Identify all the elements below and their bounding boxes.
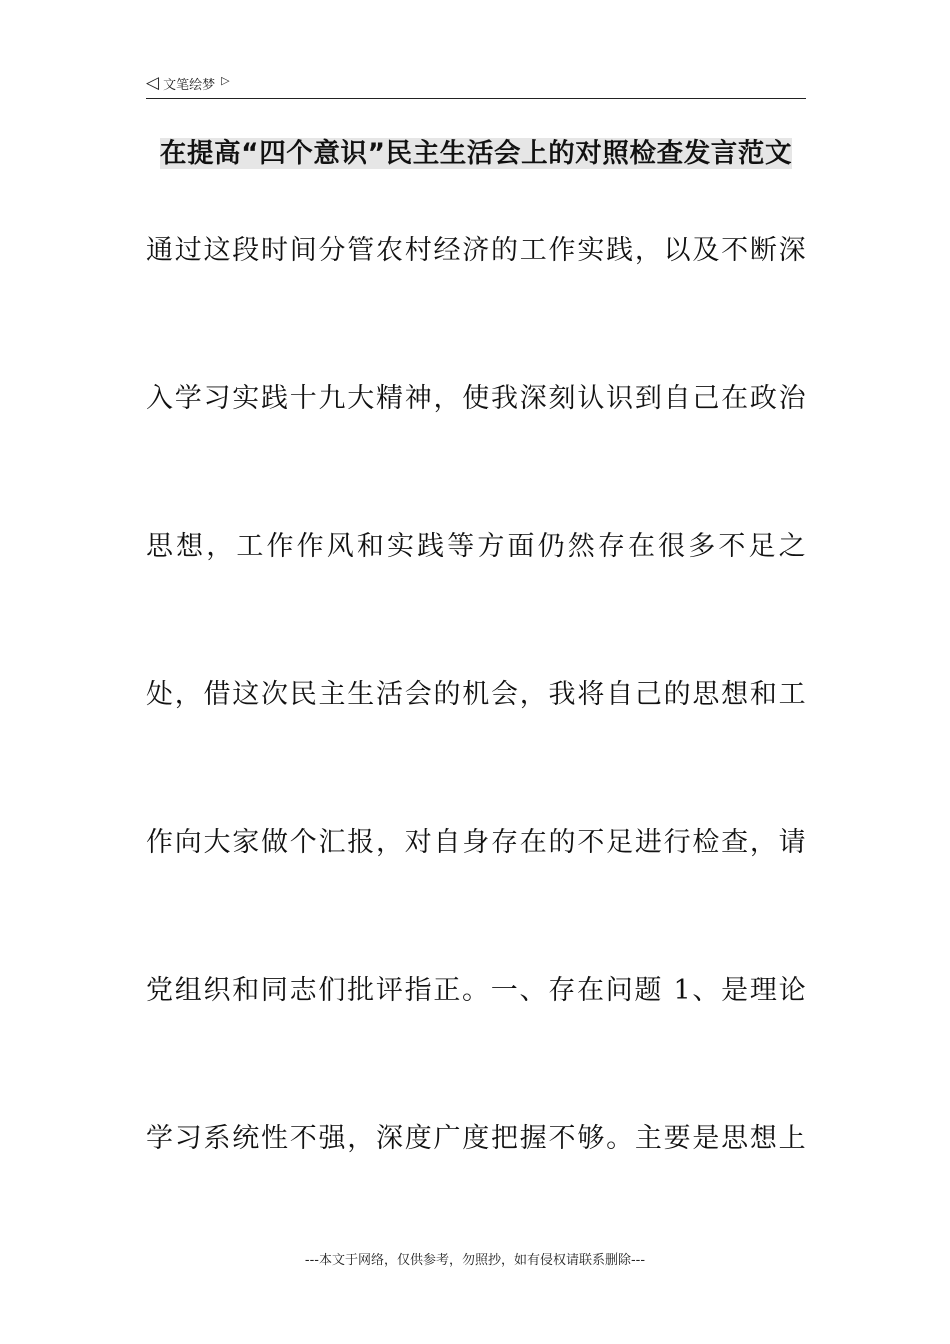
document-title	[146, 130, 806, 178]
brand-name: 文笔绘梦	[163, 78, 216, 93]
body-line: 思想，工作作风和实践等方面仍然存在很多不足之	[146, 531, 806, 562]
body-line: 党组织和同志们批评指正。一、存在问题 1、是理论	[146, 975, 806, 1006]
left-triangle-icon: ◁	[146, 73, 160, 93]
page-footer: ---本文于网络，仅供参考，勿照抄，如有侵权请联系删除---	[304, 1253, 646, 1268]
body-line: 入学习实践十九大精神，使我深刻认识到自己在政治	[146, 383, 806, 414]
header-brand	[146, 74, 230, 93]
body-line: 作向大家做个汇报，对自身存在的不足进行检查，请	[146, 827, 806, 858]
body-line: 处，借这次民主生活会的机会，我将自己的思想和工	[146, 679, 806, 710]
title-text: 在提高“四个意识”民主生活会上的对照检查发言范文	[159, 138, 793, 169]
document-body	[146, 226, 806, 1262]
body-line: 通过这段时间分管农村经济的工作实践，以及不断深	[146, 235, 806, 266]
body-line: 学习系统性不强，深度广度把握不够。主要是思想上	[146, 1123, 806, 1154]
page-header	[146, 74, 806, 99]
right-triangle-icon: ▷	[221, 74, 230, 87]
